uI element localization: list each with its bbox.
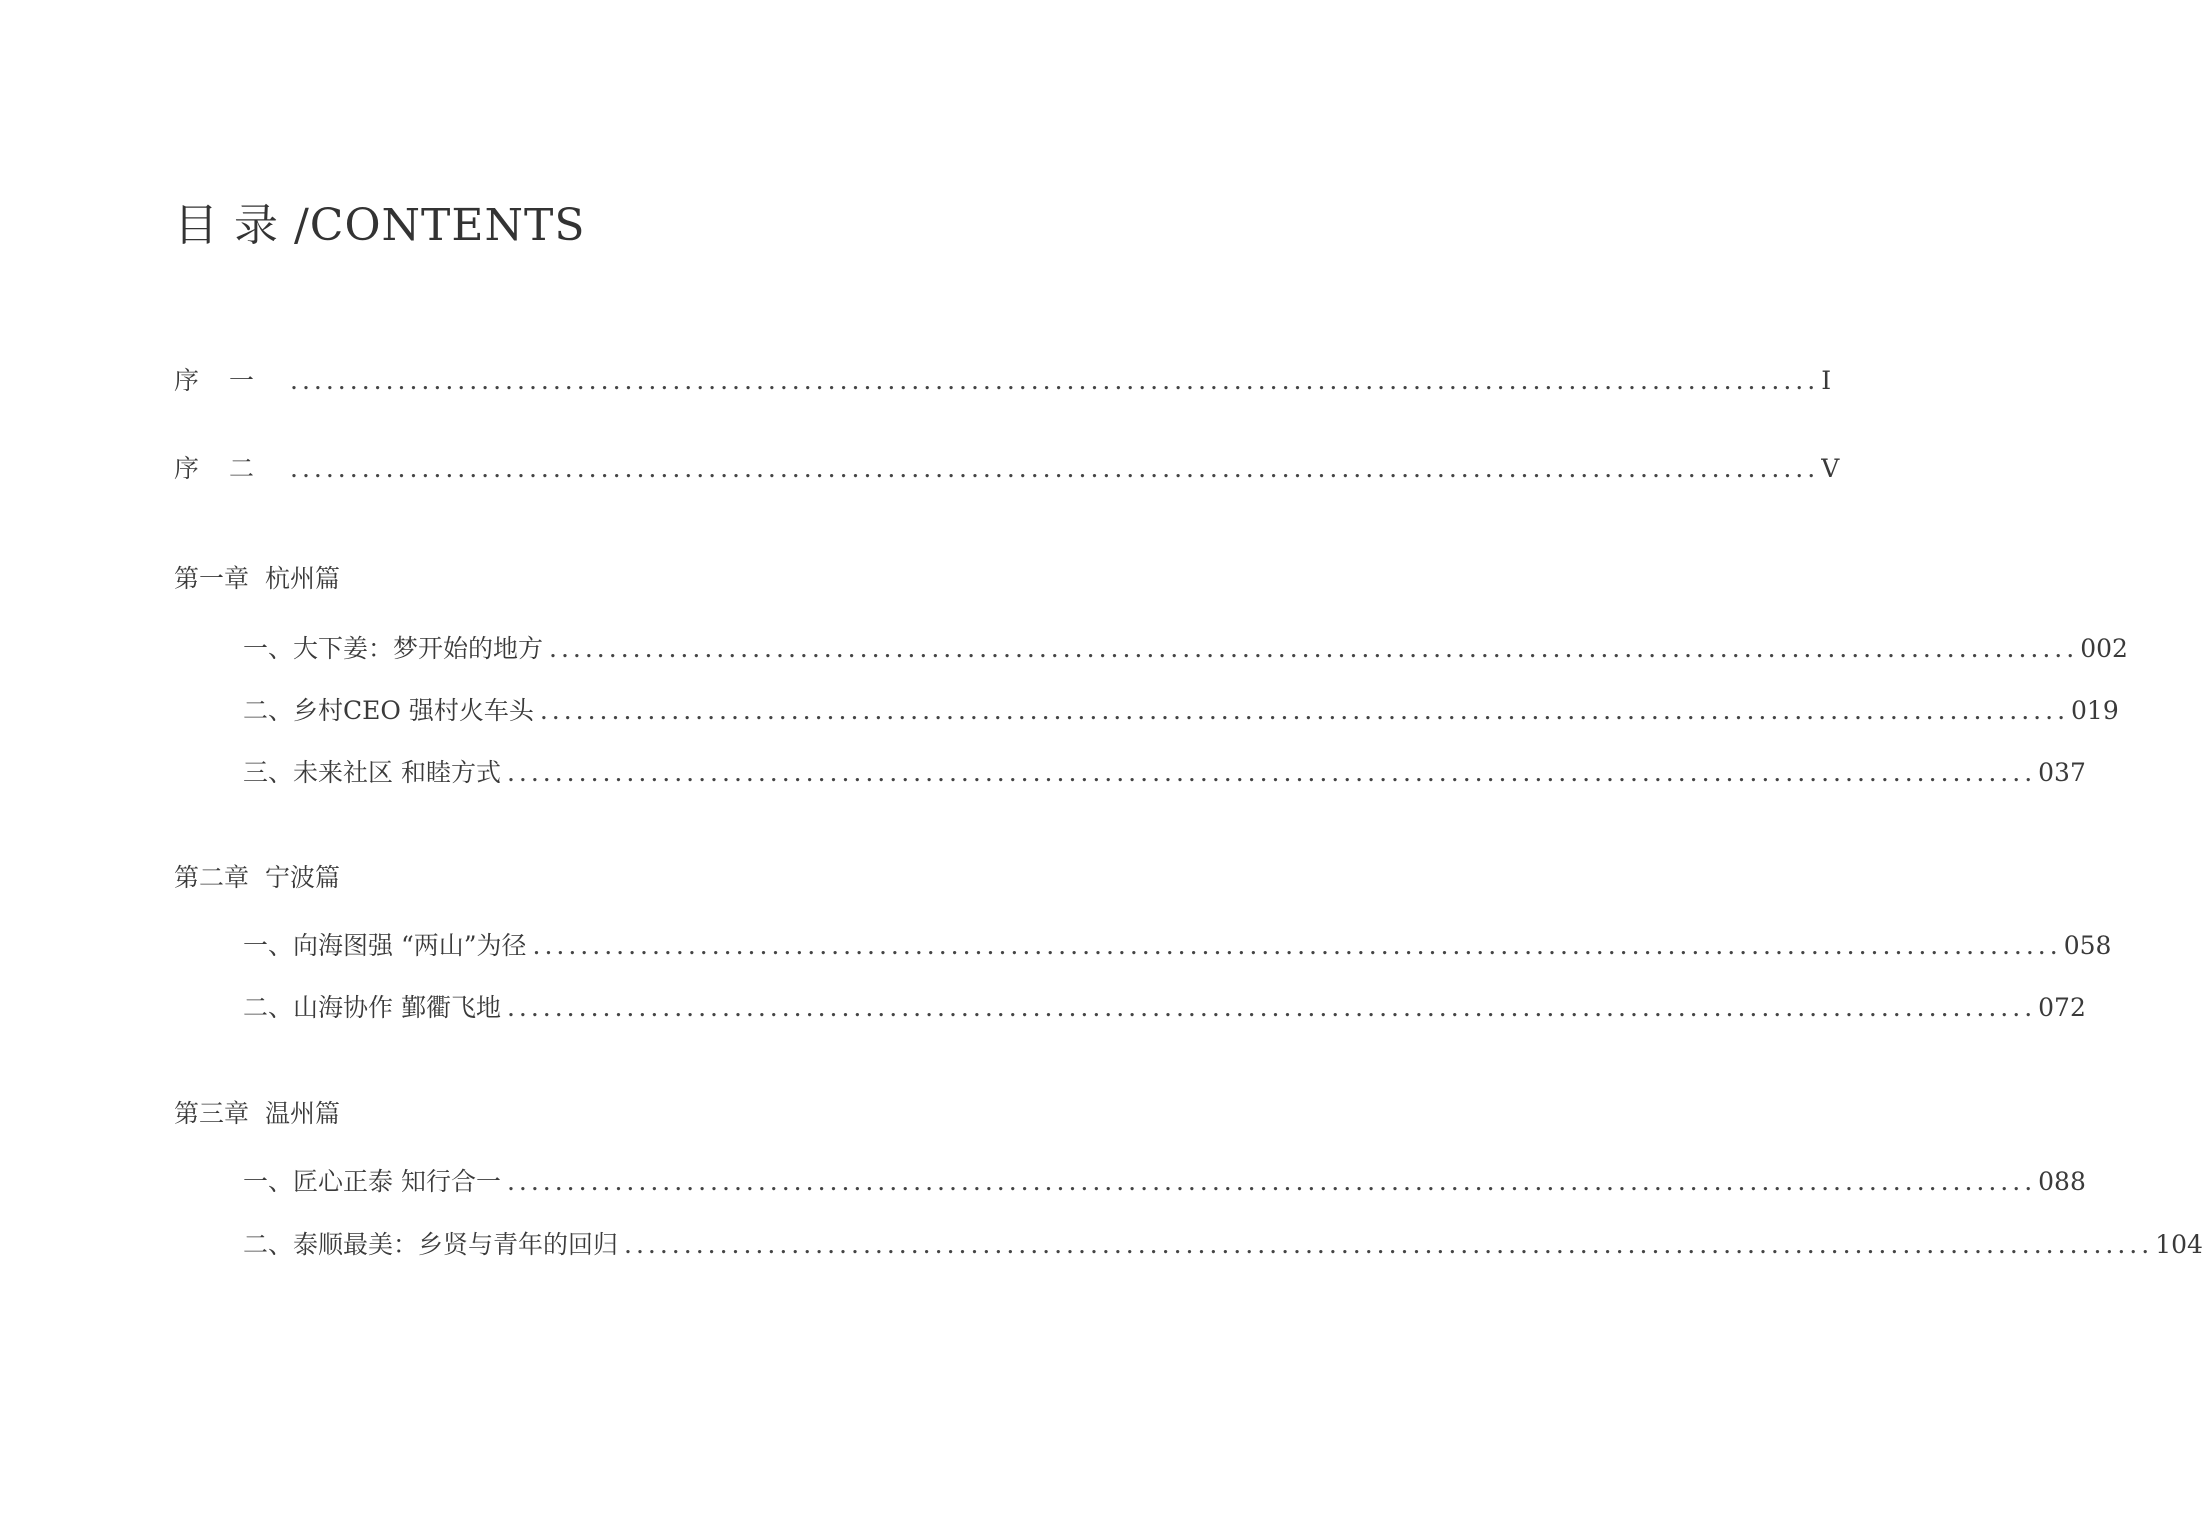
toc-row[interactable] [243, 988, 2086, 1028]
toc-page-number: 002 [2080, 634, 2128, 663]
leader-dots: ................................................................................................................................ [506, 1167, 2037, 1196]
toc-row[interactable] [243, 926, 2112, 966]
chapter-number: 第一章 [174, 564, 250, 593]
toc-page-number: I [1821, 366, 1832, 395]
toc-label: 序一 [174, 366, 285, 395]
toc-label: 二、泰顺最美：乡贤与青年的回归 [243, 1230, 619, 1259]
toc-page-number: 037 [2038, 758, 2086, 787]
leader-dots: ................................................................................................................................ [624, 1230, 2154, 1259]
toc-row-preface-2[interactable] [174, 449, 1840, 489]
toc-row[interactable] [243, 1162, 2086, 1202]
chapter-name: 温州篇 [265, 1099, 341, 1128]
toc-label: 序二 [174, 454, 285, 483]
leader-dots: ................................................................................................................................ [506, 758, 2037, 787]
toc-page-number: V [1821, 454, 1840, 483]
toc-label: 一、大下姜：梦开始的地方 [243, 634, 544, 663]
toc-row-preface-1[interactable] [174, 361, 1832, 401]
chapter-heading-2[interactable] [174, 858, 340, 898]
leader-dots: ................................................................................................................................ [549, 634, 2079, 663]
toc-page-number: 088 [2038, 1167, 2086, 1196]
chapter-name: 杭州篇 [265, 564, 341, 593]
toc-label: 一、匠心正泰 知行合一 [243, 1167, 501, 1196]
toc-page-number: 058 [2063, 931, 2112, 960]
toc-row[interactable] [243, 691, 2119, 731]
toc-page-number: 104 [2155, 1230, 2203, 1259]
toc-row[interactable] [243, 1225, 2203, 1265]
page-title: 目 录 /CONTENTS [174, 200, 586, 251]
leader-dots: ................................................................................................................................ [290, 366, 1820, 395]
leader-dots: ................................................................................................................................ [532, 931, 2062, 960]
toc-label: 二、乡村CEO 强村火车头 [243, 696, 534, 725]
toc-page-number: 019 [2071, 696, 2119, 725]
chapter-number: 第二章 [174, 863, 250, 892]
chapter-heading-3[interactable] [174, 1094, 340, 1134]
chapter-name: 宁波篇 [265, 863, 341, 892]
toc-label: 三、未来社区 和睦方式 [243, 758, 501, 787]
leader-dots: ................................................................................................................................ [539, 696, 2070, 725]
leader-dots: ................................................................................................................................ [506, 993, 2037, 1022]
toc-label: 一、向海图强 “两山”为径 [243, 931, 527, 960]
toc-row[interactable] [243, 753, 2086, 793]
leader-dots: ................................................................................................................................ [290, 454, 1820, 483]
chapter-heading-1[interactable] [174, 559, 340, 599]
toc-label: 二、山海协作 鄞衢飞地 [243, 993, 501, 1022]
chapter-number: 第三章 [174, 1099, 250, 1128]
toc-page-number: 072 [2038, 993, 2086, 1022]
toc-row[interactable] [243, 629, 2128, 669]
